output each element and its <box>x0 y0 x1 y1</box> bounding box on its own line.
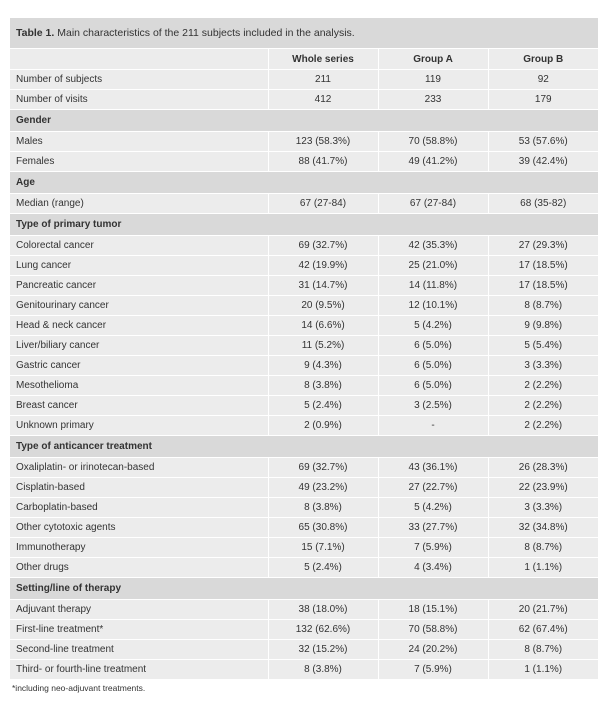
cell-group-b: 39 (42.4%) <box>488 152 598 172</box>
cell-whole-series: 5 (2.4%) <box>268 558 378 578</box>
section-header-row <box>10 214 598 236</box>
row-label: Breast cancer <box>10 396 268 416</box>
cell-group-b: 22 (23.9%) <box>488 478 598 498</box>
cell-group-a: 70 (58.8%) <box>378 620 488 640</box>
table-row <box>10 498 598 518</box>
cell-group-a: - <box>378 416 488 436</box>
cell-whole-series: 8 (3.8%) <box>268 376 378 396</box>
table-row <box>10 336 598 356</box>
table-row <box>10 194 598 214</box>
cell-whole-series: 31 (14.7%) <box>268 276 378 296</box>
table-footnote: *including neo-adjuvant treatments. <box>12 683 146 693</box>
cell-group-a: 12 (10.1%) <box>378 296 488 316</box>
cell-group-b: 27 (29.3%) <box>488 236 598 256</box>
row-label: Unknown primary <box>10 416 268 436</box>
table-row <box>10 356 598 376</box>
row-label: Colorectal cancer <box>10 236 268 256</box>
cell-whole-series: 412 <box>268 90 378 110</box>
cell-group-a: 233 <box>378 90 488 110</box>
cell-group-b: 62 (67.4%) <box>488 620 598 640</box>
header-cell-whole-series: Whole series <box>268 49 378 70</box>
cell-group-a: 18 (15.1%) <box>378 600 488 620</box>
cell-group-b: 17 (18.5%) <box>488 256 598 276</box>
cell-whole-series: 88 (41.7%) <box>268 152 378 172</box>
cell-group-a: 33 (27.7%) <box>378 518 488 538</box>
cell-group-b: 8 (8.7%) <box>488 296 598 316</box>
cell-group-a: 5 (4.2%) <box>378 316 488 336</box>
row-label: Number of visits <box>10 90 268 110</box>
row-label: Median (range) <box>10 194 268 214</box>
cell-group-b: 5 (5.4%) <box>488 336 598 356</box>
cell-whole-series: 8 (3.8%) <box>268 498 378 518</box>
cell-whole-series: 2 (0.9%) <box>268 416 378 436</box>
caption-label: Table 1. <box>16 27 55 39</box>
table-row <box>10 236 598 256</box>
cell-group-a: 49 (41.2%) <box>378 152 488 172</box>
cell-group-a: 6 (5.0%) <box>378 376 488 396</box>
table-row <box>10 152 598 172</box>
table-row <box>10 600 598 620</box>
cell-group-a: 4 (3.4%) <box>378 558 488 578</box>
table-row <box>10 90 598 110</box>
cell-group-a: 14 (11.8%) <box>378 276 488 296</box>
header-cell-group-b: Group B <box>488 49 598 70</box>
cell-whole-series: 69 (32.7%) <box>268 458 378 478</box>
section-title: Type of primary tumor <box>10 214 598 236</box>
section-header-row <box>10 110 598 132</box>
row-label: Cisplatin-based <box>10 478 268 498</box>
cell-group-b: 9 (9.8%) <box>488 316 598 336</box>
cell-group-a: 7 (5.9%) <box>378 538 488 558</box>
table-body <box>10 49 598 680</box>
cell-group-b: 8 (8.7%) <box>488 538 598 558</box>
cell-group-a: 6 (5.0%) <box>378 336 488 356</box>
cell-group-b: 20 (21.7%) <box>488 600 598 620</box>
table-row <box>10 316 598 336</box>
table-row <box>10 518 598 538</box>
header-cell-group-a: Group A <box>378 49 488 70</box>
table-row <box>10 660 598 680</box>
table-row <box>10 478 598 498</box>
table-row <box>10 296 598 316</box>
row-label: First-line treatment* <box>10 620 268 640</box>
row-label: Mesothelioma <box>10 376 268 396</box>
cell-group-b: 92 <box>488 70 598 90</box>
table-row <box>10 458 598 478</box>
cell-whole-series: 38 (18.0%) <box>268 600 378 620</box>
cell-whole-series: 32 (15.2%) <box>268 640 378 660</box>
row-label: Third- or fourth-line treatment <box>10 660 268 680</box>
row-label: Carboplatin-based <box>10 498 268 518</box>
characteristics-table <box>10 49 598 680</box>
cell-group-a: 6 (5.0%) <box>378 356 488 376</box>
row-label: Gastric cancer <box>10 356 268 376</box>
table-row <box>10 558 598 578</box>
cell-whole-series: 69 (32.7%) <box>268 236 378 256</box>
cell-group-b: 32 (34.8%) <box>488 518 598 538</box>
cell-group-a: 24 (20.2%) <box>378 640 488 660</box>
section-header-row <box>10 436 598 458</box>
row-label: Genitourinary cancer <box>10 296 268 316</box>
table-row <box>10 620 598 640</box>
cell-whole-series: 9 (4.3%) <box>268 356 378 376</box>
cell-group-b: 3 (3.3%) <box>488 498 598 518</box>
cell-group-b: 1 (1.1%) <box>488 660 598 680</box>
section-title: Gender <box>10 110 598 132</box>
cell-group-b: 1 (1.1%) <box>488 558 598 578</box>
cell-whole-series: 65 (30.8%) <box>268 518 378 538</box>
row-label: Number of subjects <box>10 70 268 90</box>
table-row <box>10 538 598 558</box>
cell-group-b: 179 <box>488 90 598 110</box>
cell-group-b: 2 (2.2%) <box>488 376 598 396</box>
row-label: Adjuvant therapy <box>10 600 268 620</box>
section-header-row <box>10 578 598 600</box>
table-row <box>10 70 598 90</box>
cell-group-b: 8 (8.7%) <box>488 640 598 660</box>
cell-whole-series: 20 (9.5%) <box>268 296 378 316</box>
cell-group-a: 7 (5.9%) <box>378 660 488 680</box>
section-title: Age <box>10 172 598 194</box>
row-label: Pancreatic cancer <box>10 276 268 296</box>
cell-group-b: 26 (28.3%) <box>488 458 598 478</box>
cell-whole-series: 123 (58.3%) <box>268 132 378 152</box>
cell-group-b: 68 (35-82) <box>488 194 598 214</box>
row-label: Immunotherapy <box>10 538 268 558</box>
cell-group-a: 25 (21.0%) <box>378 256 488 276</box>
table-caption <box>10 18 598 49</box>
cell-group-b: 3 (3.3%) <box>488 356 598 376</box>
cell-group-a: 70 (58.8%) <box>378 132 488 152</box>
table-container <box>10 18 598 680</box>
row-label: Oxaliplatin- or irinotecan-based <box>10 458 268 478</box>
row-label: Lung cancer <box>10 256 268 276</box>
cell-whole-series: 132 (62.6%) <box>268 620 378 640</box>
section-title: Setting/line of therapy <box>10 578 598 600</box>
cell-whole-series: 49 (23.2%) <box>268 478 378 498</box>
cell-whole-series: 42 (19.9%) <box>268 256 378 276</box>
cell-group-b: 2 (2.2%) <box>488 396 598 416</box>
cell-group-a: 3 (2.5%) <box>378 396 488 416</box>
table-row <box>10 396 598 416</box>
section-header-row <box>10 172 598 194</box>
caption-text: Main characteristics of the 211 subjects included in the analysis. <box>54 27 355 39</box>
row-label: Second-line treatment <box>10 640 268 660</box>
cell-whole-series: 15 (7.1%) <box>268 538 378 558</box>
row-label: Head & neck cancer <box>10 316 268 336</box>
cell-group-a: 27 (22.7%) <box>378 478 488 498</box>
row-label: Liver/biliary cancer <box>10 336 268 356</box>
cell-whole-series: 14 (6.6%) <box>268 316 378 336</box>
row-label: Other cytotoxic agents <box>10 518 268 538</box>
row-label: Other drugs <box>10 558 268 578</box>
table-row <box>10 276 598 296</box>
table-row <box>10 256 598 276</box>
cell-group-a: 67 (27-84) <box>378 194 488 214</box>
table-row <box>10 416 598 436</box>
cell-whole-series: 8 (3.8%) <box>268 660 378 680</box>
table-row <box>10 376 598 396</box>
section-title: Type of anticancer treatment <box>10 436 598 458</box>
header-row <box>10 49 598 70</box>
cell-group-a: 119 <box>378 70 488 90</box>
cell-group-a: 42 (35.3%) <box>378 236 488 256</box>
row-label: Males <box>10 132 268 152</box>
table-row <box>10 640 598 660</box>
row-label: Females <box>10 152 268 172</box>
cell-group-b: 2 (2.2%) <box>488 416 598 436</box>
cell-group-a: 43 (36.1%) <box>378 458 488 478</box>
cell-group-b: 17 (18.5%) <box>488 276 598 296</box>
cell-whole-series: 67 (27-84) <box>268 194 378 214</box>
cell-whole-series: 11 (5.2%) <box>268 336 378 356</box>
cell-group-a: 5 (4.2%) <box>378 498 488 518</box>
cell-group-b: 53 (57.6%) <box>488 132 598 152</box>
header-cell-empty <box>10 49 268 70</box>
table-row <box>10 132 598 152</box>
cell-whole-series: 5 (2.4%) <box>268 396 378 416</box>
cell-whole-series: 211 <box>268 70 378 90</box>
